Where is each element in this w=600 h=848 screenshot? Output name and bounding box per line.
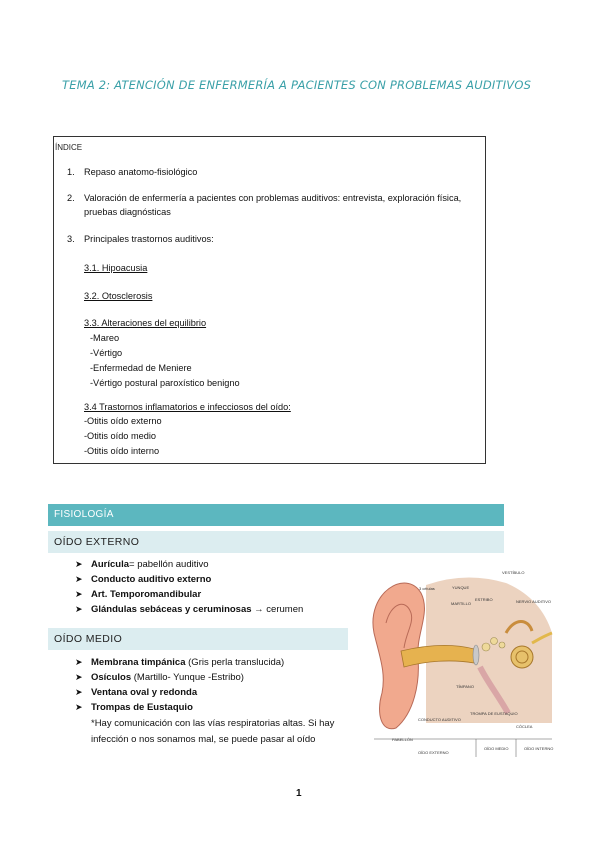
- index-num-1: 1.: [67, 167, 75, 177]
- ear-anatomy-figure: [356, 563, 561, 758]
- list-item: ➤ Conducto auditivo externo: [75, 574, 212, 585]
- label-oido-medio: OÍDO MEDIO: [484, 746, 509, 751]
- index-sub-3-3-item: -Vértigo postural paroxístico benigno: [90, 378, 240, 388]
- index-sub-3-4-item: -Otitis oído externo: [84, 416, 162, 426]
- subheading-oido-medio: OÍDO MEDIO: [48, 628, 348, 650]
- arrow-bullet-icon: ➤: [75, 589, 83, 599]
- index-sub-3-3-item: -Vértigo: [90, 348, 123, 358]
- index-heading: ÍNDICE: [55, 143, 83, 152]
- index-sub-3-2: 3.2. Otosclerosis: [84, 291, 153, 301]
- index-sub-3-3-item: -Mareo: [90, 333, 120, 343]
- label-timpano: TÍMPANO: [456, 684, 474, 689]
- index-sub-3-1: 3.1. Hipoacusia: [84, 263, 148, 273]
- index-sub-3-4-item: -Otitis oído medio: [84, 431, 156, 441]
- index-box: [53, 136, 486, 464]
- label-conducto: CONDUCTO AUDITIVO: [418, 717, 461, 722]
- section-heading-fisiologia: FISIOLOGÍA: [48, 504, 504, 526]
- arrow-bullet-icon: ➤: [75, 559, 83, 569]
- arrow-bullet-icon: ➤: [75, 657, 83, 667]
- index-item-3: Principales trastornos auditivos:: [84, 234, 214, 244]
- index-sub-3-3: 3.3. Alteraciones del equilibrio: [84, 318, 207, 328]
- arrow-bullet-icon: ➤: [75, 574, 83, 584]
- index-sub-3-4-item: -Otitis oído interno: [84, 446, 160, 456]
- note-line-1: *Hay comunicación con las vías respiratorias altas. Si hay: [91, 718, 335, 729]
- list-item: ➤ Osículos (Martillo- Yunque -Estribo): [75, 672, 244, 683]
- label-trompa: TROMPA DE EUSTAQUIO: [470, 711, 518, 716]
- list-item: ➤ Art. Temporomandibular: [75, 589, 202, 600]
- label-oido-interno: OÍDO INTERNO: [524, 746, 554, 751]
- arrow-bullet-icon: ➤: [75, 672, 83, 682]
- index-num-2: 2.: [67, 193, 75, 203]
- label-oido-externo: OÍDO EXTERNO: [418, 750, 449, 755]
- label-coclea: CÓCLEA: [516, 724, 533, 729]
- index-item-1: Repaso anatomo-fisiológico: [84, 167, 198, 177]
- label-pabellon: PABELLÓN: [392, 737, 413, 742]
- note-line-2: infección o nos sonamos mal, se puede pasar al oído: [91, 734, 316, 745]
- list-item: ➤ Ventana oval y redonda: [75, 687, 198, 698]
- list-item: ➤ Trompas de Eustaquio: [75, 702, 193, 713]
- label-vestibulo: VESTÍBULO: [502, 570, 525, 575]
- label-celulas: 3 células: [419, 586, 435, 591]
- page-title: TEMA 2: ATENCIÓN DE ENFERMERÍA A PACIENTES CON PROBLEMAS AUDITIVOS: [62, 78, 532, 92]
- list-item: ➤ Membrana timpánica (Gris perla translucida): [75, 657, 285, 668]
- index-item-2-line2: pruebas diagnósticas: [84, 207, 171, 217]
- list-item: ➤ Glándulas sebáceas y ceruminosas → cerumen: [75, 604, 304, 615]
- index-sub-3-4: 3.4 Trastornos inflamatorios e infecciosos del oído:: [84, 402, 291, 412]
- subheading-oido-externo: OÍDO EXTERNO: [48, 531, 504, 553]
- page-number: 1: [296, 788, 302, 799]
- list-item: ➤ Aurícula= pabellón auditivo: [75, 559, 209, 570]
- arrow-bullet-icon: ➤: [75, 687, 83, 697]
- index-num-3: 3.: [67, 234, 75, 244]
- label-nervio-auditivo: NERVIO AUDITIVO: [516, 599, 552, 604]
- index-item-2-line1: Valoración de enfermería a pacientes con problemas auditivos: entrevista, exploración física,: [84, 193, 462, 203]
- index-sub-3-3-item: -Enfermedad de Meniere: [90, 363, 192, 373]
- label-martillo: MARTILLO: [451, 601, 471, 606]
- label-estribo: ESTRIBO: [475, 597, 493, 602]
- label-yunque: YUNQUE: [452, 585, 470, 590]
- arrow-bullet-icon: ➤: [75, 604, 83, 614]
- arrow-bullet-icon: ➤: [75, 702, 83, 712]
